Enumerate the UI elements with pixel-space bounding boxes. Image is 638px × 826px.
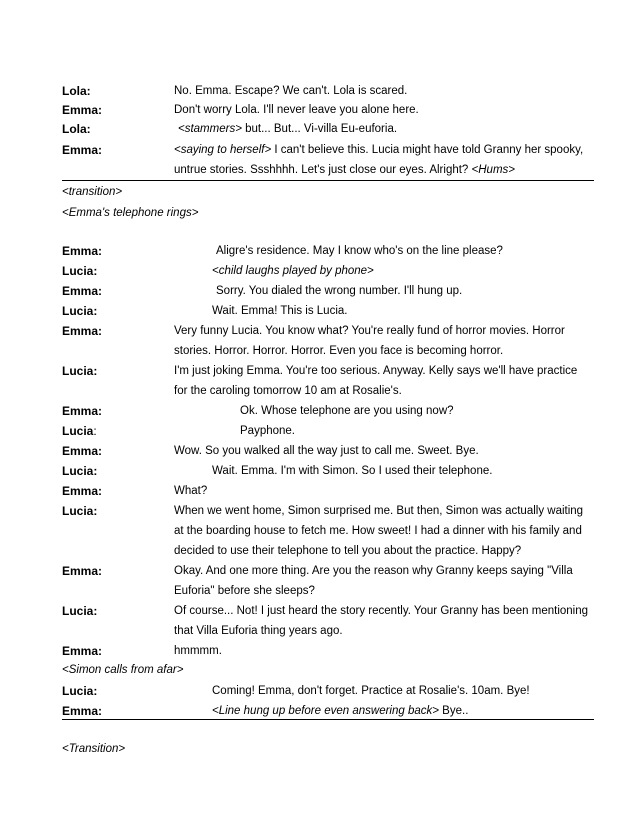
line-text: Coming! Emma, don't forget. Practice at Rosalie's. 10am. Bye! [212, 685, 530, 697]
line-text: When we went home, Simon surprised me. But then, Simon was actually waiting [174, 505, 584, 517]
line-text: Sorry. You dialed the wrong number. I'll hung up. [216, 285, 463, 297]
stage-direction: <Transition> [62, 743, 126, 755]
speaker-name: Lucia: [62, 364, 98, 378]
speaker-name: Emma: [62, 324, 103, 338]
divider [62, 719, 594, 720]
speaker-name: Lucia: [62, 424, 97, 438]
line-text: No. Emma. Escape? We can't. Lola is scared. [174, 85, 408, 97]
line-text: Wow. So you walked all the way just to call me. Sweet. Bye. [174, 445, 479, 457]
speaker-name: Lola: [62, 84, 91, 98]
stage-direction: <Line hung up before even answering back> [212, 705, 439, 717]
speaker-name: Lucia: [62, 604, 98, 618]
speaker-name: Lucia: [62, 304, 98, 318]
line-text: <stammers> but... But... Vi-villa Eu-euforia. [178, 123, 398, 135]
speaker-name: Emma: [62, 404, 103, 418]
line-text: I'm just joking Emma. You're too serious. Anyway. Kelly says we'll have practice [174, 365, 578, 377]
speaker-name: Emma: [62, 564, 103, 578]
speaker-name: Lucia: [62, 464, 98, 478]
line-text: Wait. Emma! This is Lucia. [212, 305, 348, 317]
line-text: hmmmm. [174, 645, 222, 657]
line-text: Don't worry Lola. I'll never leave you alone here. [174, 104, 419, 116]
line-text: <saying to herself> I can't believe this. Lucia might have told Granny her spooky, [174, 144, 584, 156]
line-text: Very funny Lucia. You know what? You're really fund of horror movies. Horror [174, 325, 565, 337]
line-text: What? [174, 485, 208, 497]
speaker-name: Emma: [62, 484, 103, 498]
line-text: Wait. Emma. I'm with Simon. So I used their telephone. [212, 465, 493, 477]
script-page: Lola: No. Emma. Escape? We can't. Lola is scared. Emma: Don't worry Lola. I'll never leave you alone here. Lola: <stammers> but... But... Vi-villa Eu-euforia. Emma: <saying to herself> I can't believe this. Lucia might have told Granny her spooky, untrue stories. Ssshhhh. Let's just close our eyes. Alright? <Hums> <transition> <Emma's telephone rings> Emma: Aligre's residence. May I know who's on the line please? Lucia: <child laughs played by phone> Emma: Sorry. You dialed the wrong number. I'll hung up. Lucia: Wait. Emma! This is Lucia. Emma: Very funny Lucia. You know what? You're really fund of horror movies. Horror stories. Horror. Horror. Horror. Even you face is becoming horror. Lucia: I'm just joking Emma. You're too serious. Anyway. Kelly says we'll have practice for the caroling tomorrow 10 am at Rosalie's. Emma: Ok. Whose telephone are you using now? Lucia: Payphone. Emma: Wow. So you walked all the way just to call me. Sweet. Bye. Lucia: Wait. Emma. I'm with Simon. So I used their telephone. Emma: What? Lucia: When we went home, Simon surprised me. But then, Simon was actually waiting at the boarding house to fetch me. How sweet! I had a dinner with his family and decided to use their telephone to tell you about the practice. Happy? Emma: Okay. And one more thing. Are you the reason why Granny keeps saying "Villa Euforia" before she sleeps? Lucia: Of course... Not! I just heard the story recently. Your Granny has been mentioning that Villa Euforia thing years ago. Emma: hmmmm. <Simon calls from afar> Lucia: Coming! Emma, don't forget. Practice at Rosalie's. 10am. Bye! Emma: <Line hung up before even answering back> Bye.. <Transition> [0, 0, 638, 826]
speaker-name: Emma: [62, 103, 103, 117]
speaker-name: Lucia: [62, 504, 98, 518]
speaker-name: Emma: [62, 644, 103, 658]
line-text: Aligre's residence. May I know who's on the line please? [216, 245, 503, 257]
stage-direction: <child laughs played by phone> [212, 265, 374, 277]
stage-direction: <Simon calls from afar> [62, 664, 184, 676]
line-text: Okay. And one more thing. Are you the reason why Granny keeps saying "Villa [174, 565, 573, 577]
speaker-name: Lucia: [62, 684, 98, 698]
stage-direction: <transition> [62, 186, 123, 198]
speaker-name: Emma: [62, 143, 103, 157]
stage-direction: <saying to herself> [174, 144, 272, 156]
stage-direction: <Emma's telephone rings> [62, 207, 199, 219]
line-text: Ok. Whose telephone are you using now? [240, 405, 454, 417]
line-text [212, 264, 374, 278]
divider [62, 180, 594, 181]
speaker-name: Emma: [62, 444, 103, 458]
stage-direction: <stammers> [178, 123, 242, 135]
speaker-name: Emma: [62, 244, 103, 258]
line-text: Payphone. [240, 425, 295, 437]
speaker-name: Emma: [62, 704, 103, 718]
line-text: <Line hung up before even answering back> Bye.. [212, 705, 469, 717]
stage-direction: <Hums> [471, 164, 515, 176]
speaker-name: Lola: [62, 122, 91, 136]
line-text: Of course... Not! I just heard the story recently. Your Granny has been mentioning [174, 605, 589, 617]
speaker-name: Lucia: [62, 264, 98, 278]
speaker-name: Emma: [62, 284, 103, 298]
